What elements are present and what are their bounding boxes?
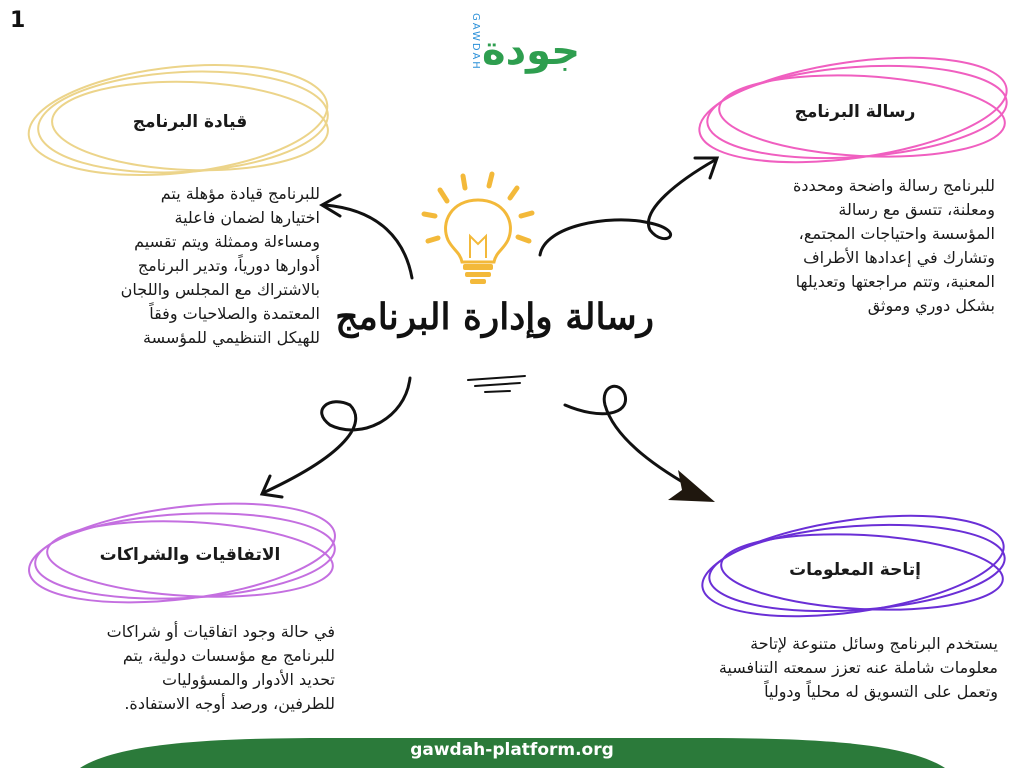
title-underline bbox=[468, 376, 525, 392]
agreements-text bbox=[20, 620, 335, 716]
mission-line: للبرنامج رسالة واضحة ومحددة bbox=[793, 176, 995, 195]
page-number: 1 bbox=[10, 8, 26, 33]
leadership-title: قيادة البرنامج bbox=[132, 112, 248, 132]
arrow-to-agreements bbox=[262, 378, 410, 497]
arrow-to-leadership bbox=[322, 195, 412, 278]
mission-line: المؤسسة واحتياجات المجتمع، bbox=[798, 224, 995, 243]
information-line: وتعمل على التسويق له محلياً ودولياً bbox=[764, 682, 998, 701]
gawdah-logo bbox=[470, 8, 581, 103]
center-title: رسالة وإدارة البرنامج bbox=[335, 296, 654, 338]
mission-line: المعنية، وتتم مراجعتها وتعديلها bbox=[795, 272, 995, 291]
arrow-to-mission bbox=[540, 158, 717, 255]
mission-line: بشكل دوري وموثق bbox=[867, 296, 995, 315]
information-text bbox=[620, 632, 998, 704]
mission-title: رسالة البرنامج bbox=[794, 102, 916, 122]
mission-line: ومعلنة، تتسق مع رسالة bbox=[838, 200, 995, 219]
agreements-line: في حالة وجود اتفاقيات أو شراكات bbox=[106, 622, 335, 641]
agreements-line: للبرنامج مع مؤسسات دولية، يتم bbox=[122, 646, 335, 665]
leadership-line: أدوارها دورياً، وتدير البرنامج bbox=[137, 256, 320, 275]
arrow-head-information bbox=[668, 470, 715, 502]
leadership-line: ومساءلة وممثلة ويتم تقسيم bbox=[134, 232, 320, 251]
leadership-line: بالاشتراك مع المجلس واللجان bbox=[120, 280, 320, 299]
agreements-title: الاتفاقيات والشراكات bbox=[99, 545, 281, 565]
information-title: إتاحة المعلومات bbox=[789, 560, 921, 580]
information-line: يستخدم البرنامج وسائل متنوعة لإتاحة bbox=[750, 634, 998, 653]
logo-arabic: جودة bbox=[482, 28, 581, 74]
mission-line: وتشارك في إعدادها الأطراف bbox=[803, 248, 995, 267]
logo-latin: GAWDAH bbox=[470, 13, 481, 71]
agreements-line: للطرفين، ورصد أوجه الاستفادة. bbox=[124, 694, 335, 713]
agreements-line: تحديد الأدوار والمسؤوليات bbox=[162, 670, 335, 689]
leadership-line: اختيارها لضمان فاعلية bbox=[174, 208, 320, 227]
lightbulb-icon bbox=[424, 174, 532, 284]
leadership-line: المعتمدة والصلاحيات وفقاً bbox=[149, 304, 320, 323]
footer-url[interactable]: gawdah-platform.org bbox=[410, 740, 614, 760]
information-line: معلومات شاملة عنه تعزز سمعته التنافسية bbox=[718, 658, 998, 677]
mission-text bbox=[700, 174, 995, 318]
leadership-line: للبرنامج قيادة مؤهلة يتم bbox=[160, 184, 320, 203]
leadership-line: للهيكل التنظيمي للمؤسسة bbox=[143, 328, 320, 347]
leadership-text bbox=[0, 182, 320, 350]
